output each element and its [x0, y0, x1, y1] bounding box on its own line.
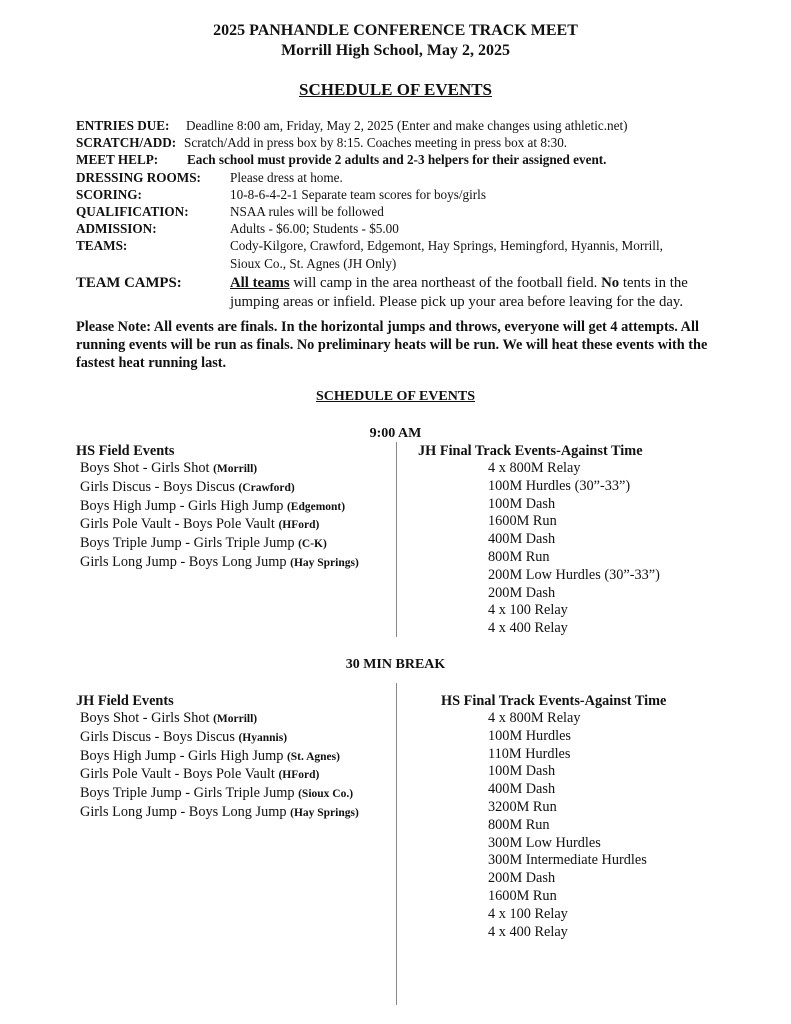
field-event-name: Girls Long Jump - Boys Long Jump [80, 553, 287, 570]
track-event-item: 200M Low Hurdles (30”-33”) [488, 566, 660, 583]
entries-label: ENTRIES DUE: [76, 118, 170, 133]
field-event-item [80, 748, 359, 767]
field-event-item [80, 498, 359, 517]
field-event-host: (Morrill) [213, 713, 258, 725]
qualification-value: NSAA rules will be followed [230, 204, 384, 220]
track-event-item: 400M Dash [488, 531, 556, 548]
track-event-item: 100M Hurdles [488, 727, 571, 744]
track-event-item: 400M Dash [488, 781, 556, 798]
jh-field-list [80, 710, 359, 823]
schedule-subheading: SCHEDULE OF EVENTS [316, 389, 475, 404]
camps-all-teams: All teams [230, 274, 290, 291]
scoring-value: 10-8-6-4-2-1 Separate team scores for boys/girls [230, 186, 486, 202]
field-event-name: Boys Shot - Girls Shot [80, 710, 210, 726]
entries-row [76, 117, 736, 134]
help-label: MEET HELP: [76, 152, 159, 168]
track-event-item: 100M Dash [488, 495, 556, 512]
track-event-item: 4 x 800M Relay [488, 460, 581, 476]
qualification-label: QUALIFICATION: [76, 204, 189, 220]
hs-track-title: HS Final Track Events-Against Time [441, 693, 667, 709]
field-event-name: Boys Triple Jump - Girls Triple Jump [80, 785, 295, 802]
field-event-name: Boys High Jump - Girls High Jump [80, 497, 284, 514]
camps-value [230, 274, 736, 312]
track-event-item: 4 x 400 Relay [488, 923, 568, 940]
field-event-host: (C-K) [298, 538, 327, 551]
field-event-item [80, 766, 359, 785]
admission-row [76, 220, 736, 237]
field-event-host: (Hyannis) [238, 731, 288, 744]
track-event-item: 4 x 800M Relay [488, 710, 581, 726]
field-event-item [80, 785, 359, 804]
track-event-item: 300M Low Hurdles [488, 834, 601, 851]
track-event-item: 200M Dash [488, 870, 556, 887]
dressing-row [76, 169, 736, 186]
field-event-host: (Hay Springs) [290, 806, 359, 819]
field-event-name: Girls Pole Vault - Boys Pole Vault [80, 766, 275, 783]
page-subtitle: Morrill High School, May 2, 2025 [281, 42, 510, 59]
camps-row [76, 274, 736, 312]
teams-label: TEAMS: [76, 238, 128, 254]
admission-value: Adults - $6.00; Students - $5.00 [230, 221, 399, 237]
track-event-item: 4 x 100 Relay [488, 602, 568, 619]
teams-line-2: Sioux Co., St. Agnes (JH Only) [230, 255, 397, 271]
scratch-label: SCRATCH/ADD: [76, 135, 177, 151]
field-event-name: Girls Discus - Boys Discus [80, 478, 235, 495]
hs-field-title: HS Field Events [76, 443, 175, 459]
field-event-host: (Edgemont) [286, 500, 346, 513]
help-row [76, 151, 736, 168]
dressing-value: Please dress at home. [230, 169, 343, 185]
scratch-value: Scratch/Add in press box by 8:15. Coaches meeting in press box at 8:30. [184, 135, 568, 151]
camps-label: TEAM CAMPS: [76, 274, 182, 291]
track-event-item: 800M Run [488, 548, 550, 565]
hs-track-list [488, 710, 647, 941]
track-event-item: 4 x 400 Relay [488, 620, 568, 637]
track-event-item: 110M Hurdles [488, 745, 571, 762]
field-event-item [80, 710, 359, 729]
jh-track-list [488, 460, 660, 638]
field-event-name: Boys High Jump - Girls High Jump [80, 747, 284, 764]
page-title: 2025 PANHANDLE CONFERENCE TRACK MEET [213, 22, 578, 39]
help-value: Each school must provide 2 adults and 2-3 helpers for their assigned event. [187, 152, 607, 168]
admission-label: ADMISSION: [76, 221, 157, 237]
field-event-host: (Morrill) [213, 463, 258, 475]
schedule-heading: SCHEDULE OF EVENTS [298, 80, 493, 99]
entries-value: Deadline 8:00 am, Friday, May 2, 2025 (Enter and make changes using athletic.net) [186, 118, 628, 133]
teams-line-1: Cody-Kilgore, Crawford, Edgemont, Hay Springs, Hemingford, Hyannis, Morrill, [230, 238, 663, 254]
field-event-host: (HFord) [278, 519, 320, 532]
teams-row [76, 237, 736, 271]
teams-value [230, 237, 663, 271]
field-event-host: (St. Agnes) [286, 750, 340, 763]
field-event-host: (Hay Springs) [290, 556, 359, 569]
camps-text-1: will camp in the area northeast of the football field. [293, 274, 598, 291]
hs-field-list [80, 460, 359, 573]
field-event-name: Boys Triple Jump - Girls Triple Jump [80, 535, 295, 552]
field-event-name: Girls Long Jump - Boys Long Jump [80, 803, 287, 820]
jh-field-title: JH Field Events [76, 693, 174, 709]
field-event-item [80, 729, 359, 748]
please-note: Please Note: All events are finals. In the horizontal jumps and throws, everyone will get 4 attempts. All running events will be run as finals. No preliminary heats will be run. We will heat these events with the fastest heat running last. [76, 319, 708, 371]
track-event-item: 100M Hurdles (30”-33”) [488, 477, 631, 494]
field-event-host: (Crawford) [238, 481, 295, 494]
column-divider-bottom [396, 683, 397, 1005]
dressing-label: DRESSING ROOMS: [76, 169, 201, 185]
field-event-name: Girls Pole Vault - Boys Pole Vault [80, 516, 275, 533]
scratch-row [76, 134, 736, 151]
meet-info [76, 117, 736, 312]
field-event-name: Girls Discus - Boys Discus [80, 728, 235, 745]
jh-track-title: JH Final Track Events-Against Time [418, 443, 643, 459]
track-event-item: 1600M Run [488, 513, 557, 530]
break-label: 30 MIN BREAK [345, 657, 446, 672]
track-event-item: 3200M Run [488, 798, 557, 815]
field-event-item [80, 535, 359, 554]
track-event-item: 800M Run [488, 816, 550, 833]
track-event-item: 1600M Run [488, 887, 557, 904]
field-event-name: Boys Shot - Girls Shot [80, 460, 210, 476]
field-event-item [80, 479, 359, 498]
field-event-item [80, 460, 359, 479]
field-event-host: (HFord) [278, 769, 320, 782]
camps-text-2: tents in the jumping areas or infield. Please pick up your area before leaving for the day. [230, 274, 688, 310]
field-event-item [80, 554, 359, 573]
field-event-host: (Sioux Co.) [298, 788, 354, 801]
track-event-item: 200M Dash [488, 584, 556, 601]
field-event-item [80, 804, 359, 823]
field-event-item [80, 516, 359, 535]
scoring-label: SCORING: [76, 186, 142, 202]
scoring-row [76, 186, 736, 203]
track-event-item: 100M Dash [488, 763, 556, 780]
track-event-item: 300M Intermediate Hurdles [488, 852, 647, 869]
qualification-row [76, 203, 736, 220]
column-divider-top [396, 442, 397, 637]
start-time: 9:00 AM [369, 426, 422, 441]
track-event-item: 4 x 100 Relay [488, 905, 568, 922]
camps-no: No [601, 274, 620, 291]
